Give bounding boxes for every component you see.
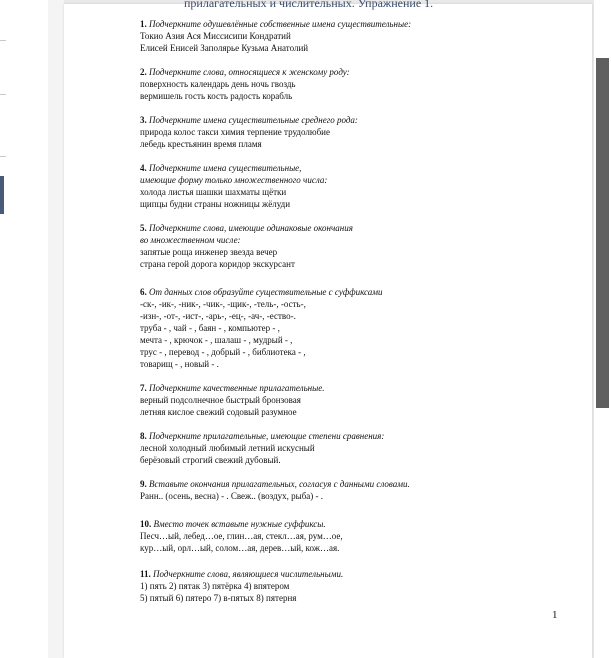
task-block <box>140 568 343 604</box>
task-heading-text: Подчеркните имена существительные, <box>149 163 302 173</box>
task-number: 11. <box>140 569 151 579</box>
task-line: труба - , чай - , баян - , компьютер - , <box>140 323 280 333</box>
task-line: -изн-, -от-, -ист-, -арь-, -ец-, -ач-, -ество-. <box>140 311 296 321</box>
task-heading-text: Подчеркните имена существительные среднего рода: <box>149 115 358 125</box>
task-line: мечта - , крючок - , шалаш - , мудрый - , <box>140 335 293 345</box>
task-line: -ск-, -ик-, -ник-, -чик-, -щик-, -тель-, -ость-, <box>140 299 306 309</box>
task-heading <box>140 162 327 174</box>
document-header-cut: прилагательных и числительных. Упражнение 1. <box>184 0 434 10</box>
task-heading <box>140 18 411 30</box>
task-number: 10. <box>140 519 152 529</box>
task-block <box>140 114 358 150</box>
viewer-gutter <box>48 0 64 658</box>
task-line: лебедь крестьянин время пламя <box>140 139 262 149</box>
task-block <box>140 478 410 502</box>
left-sidebar <box>0 0 49 658</box>
task-number: 9. <box>140 479 147 489</box>
task-line: холода листья шашки шахматы щётки <box>140 187 287 197</box>
sidebar-active-marker[interactable] <box>0 176 4 214</box>
task-block <box>140 66 350 102</box>
task-heading-text: Подчеркните прилагательные, имеющие степени сравнения: <box>149 431 385 441</box>
task-heading-text: во множественном числе: <box>140 235 241 245</box>
task-line: Песч…ый, лебед…ое, глин…ая, стекл…ая, рум…ое, <box>140 531 343 541</box>
task-heading-text: Вставьте окончания прилагательных, согласуя с данными словами. <box>149 479 410 489</box>
task-heading <box>140 234 353 246</box>
scrollbar-thumb[interactable] <box>596 58 609 408</box>
task-number: 4. <box>140 163 147 173</box>
task-block <box>140 430 384 466</box>
task-heading <box>140 66 350 78</box>
task-block <box>140 518 343 554</box>
task-heading <box>140 478 410 490</box>
task-heading-text: Подчеркните одушевлённые собственные имена существительные: <box>149 19 412 29</box>
task-heading-text: имеющие форму только множественного числа: <box>140 175 328 185</box>
task-line: трус - , перевод - , добрый - , библиотека - , <box>140 347 306 357</box>
task-line: Елисей Енисей Заполярье Кузьма Анатолий <box>140 43 309 53</box>
task-number: 5. <box>140 223 147 233</box>
task-line: кур…ый, орл…ый, солом…ая, дерев…ый, кож…ая. <box>140 543 340 553</box>
task-block <box>140 286 383 370</box>
task-line: природа колос такси химия терпение трудолюбие <box>140 127 330 137</box>
task-line: запятые роща инженер звезда вечер <box>140 247 278 257</box>
task-number: 1. <box>140 19 147 29</box>
task-line: страна герой дорога коридор экскурсант <box>140 259 295 269</box>
task-line: поверхность календарь день ночь гвоздь <box>140 79 296 89</box>
task-line: лесной холодный любимый летний искусный <box>140 443 315 453</box>
task-heading <box>140 568 343 580</box>
task-number: 7. <box>140 383 147 393</box>
task-line: 1) пять 2) пятак 3) пятёрка 4) впятером <box>140 581 290 591</box>
task-number: 8. <box>140 431 147 441</box>
task-line: берёзовый строгий свежий дубовый. <box>140 455 281 465</box>
task-heading <box>140 174 327 186</box>
task-heading-text: Подчеркните качественные прилагательные. <box>149 383 325 393</box>
task-heading <box>140 430 384 442</box>
task-block <box>140 18 411 54</box>
task-line: Токио Азия Ася Миссисипи Кондратий <box>140 31 291 41</box>
task-number: 2. <box>140 67 147 77</box>
sidebar-tick <box>0 94 6 95</box>
task-heading-text: От данных слов образуйте существительные с суффиксами <box>149 287 383 297</box>
task-number: 6. <box>140 287 147 297</box>
task-heading <box>140 382 324 394</box>
task-line: товарищ - , новый - . <box>140 359 219 369</box>
task-line: верный подсолнечное быстрый бронзовая <box>140 395 301 405</box>
task-heading <box>140 286 383 298</box>
task-heading <box>140 222 353 234</box>
task-block <box>140 162 327 210</box>
task-line: летняя кислое свежий содовый разумное <box>140 407 297 417</box>
task-line: щипцы будни страны ножницы жёлуди <box>140 199 291 209</box>
task-heading-text: Вместо точек вставьте нужные суффиксы. <box>153 519 326 529</box>
task-number: 3. <box>140 115 147 125</box>
task-block <box>140 382 324 418</box>
task-line: Ранн.. (осень, весна) - . Свеж.. (воздух, рыба) - . <box>140 491 324 501</box>
task-line: 5) пятый 6) пятеро 7) в-пятых 8) пятерня <box>140 593 297 603</box>
task-heading-text: Подчеркните слова, относящиеся к женскому роду: <box>149 67 350 77</box>
task-heading <box>140 518 343 530</box>
sidebar-tick <box>0 40 6 41</box>
task-block <box>140 222 353 270</box>
task-heading-text: Подчеркните слова, являющиеся числительными. <box>153 569 344 579</box>
task-heading <box>140 114 358 126</box>
document-page <box>64 0 592 658</box>
scrollbar-track[interactable] <box>594 0 611 658</box>
task-line: вермишель гость кость радость корабль <box>140 91 293 101</box>
sidebar-tick <box>0 156 6 157</box>
task-heading-text: Подчеркните слова, имеющие одинаковые окончания <box>149 223 353 233</box>
page-number: 1 <box>552 609 558 621</box>
